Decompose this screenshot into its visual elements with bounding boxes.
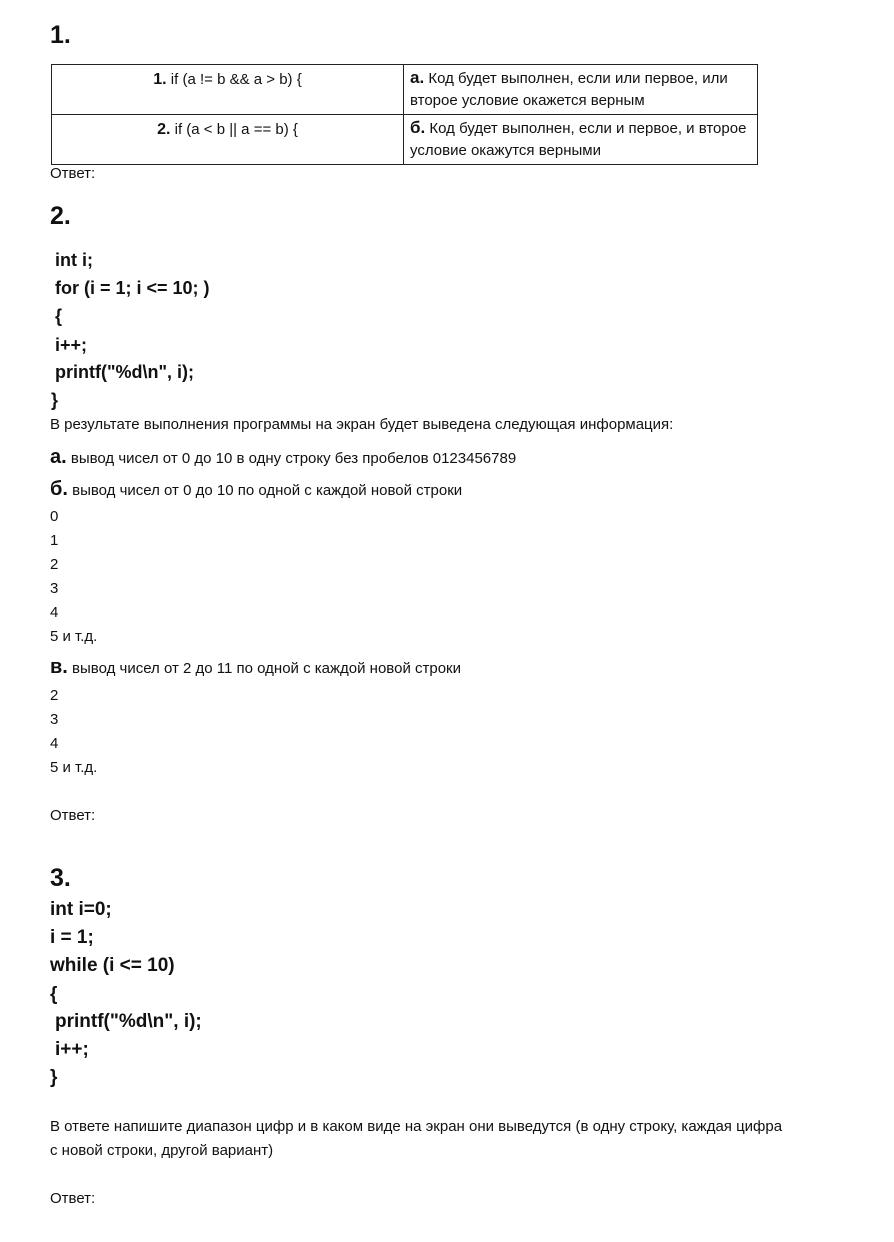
option-b-text: вывод чисел от 0 до 10 по одной с каждой новой строки bbox=[72, 482, 463, 499]
q2-code-line: int i; bbox=[55, 250, 93, 270]
option-c-output-line: 2 bbox=[50, 687, 59, 704]
q2-code-line: for (i = 1; i <= 10; ) bbox=[55, 278, 210, 298]
table-row bbox=[52, 65, 758, 115]
option-c-output-line: 3 bbox=[50, 711, 59, 728]
q2-answer-label: Ответ: bbox=[50, 807, 96, 824]
q2-prompt: В результате выполнения программы на экран будет выведена следующая информация: bbox=[50, 416, 674, 433]
description-b-letter: б. bbox=[410, 118, 426, 137]
q2-option-a bbox=[50, 447, 516, 469]
option-b-output-line: 3 bbox=[50, 580, 59, 597]
q3-code-line: i = 1; bbox=[50, 927, 94, 948]
option-b-letter: б. bbox=[50, 478, 68, 500]
q3-prompt-line-2: с новой строки, другой вариант) bbox=[50, 1142, 274, 1159]
option-b-output-line: 4 bbox=[50, 604, 59, 621]
q3-code-line: } bbox=[50, 1067, 58, 1088]
option-a-letter: а. bbox=[50, 446, 67, 468]
description-b-text: Код будет выполнен, если и первое, и второе условие окажутся верными bbox=[410, 120, 747, 159]
condition-1-code: if (a != b && a > b) { bbox=[170, 71, 302, 88]
option-c-letter: в. bbox=[50, 656, 68, 678]
q2-option-b bbox=[50, 479, 462, 501]
option-c-output-line: 4 bbox=[50, 735, 59, 752]
option-b-output-line: 1 bbox=[50, 532, 59, 549]
q3-number: 3. bbox=[50, 864, 71, 892]
option-a-text: вывод чисел от 0 до 10 в одну строку без пробелов 0123456789 bbox=[70, 450, 517, 467]
option-c-text: вывод чисел от 2 до 11 по одной с каждой новой строки bbox=[72, 660, 461, 677]
q1-answer-label: Ответ: bbox=[50, 165, 96, 182]
q2-code-line: printf("%d\n", i); bbox=[55, 362, 195, 382]
description-a-text: Код будет выполнен, если или первое, или второе условие окажется верным bbox=[410, 70, 728, 109]
q2-code-line: i++; bbox=[55, 335, 88, 355]
table-cell-description-a bbox=[404, 65, 758, 115]
condition-2-number: 2. bbox=[157, 121, 171, 138]
q2-number: 2. bbox=[50, 202, 71, 230]
q3-code-line: while (i <= 10) bbox=[50, 955, 175, 976]
condition-1-number: 1. bbox=[153, 71, 167, 88]
q2-code-line: } bbox=[51, 390, 59, 410]
q3-answer-label: Ответ: bbox=[50, 1190, 96, 1207]
table-cell-condition-1 bbox=[52, 65, 404, 115]
q1-number: 1. bbox=[50, 21, 71, 49]
option-c-output-line: 5 и т.д. bbox=[50, 759, 98, 776]
q3-code-line: i++; bbox=[55, 1039, 89, 1060]
condition-2-code: if (a < b || a == b) { bbox=[174, 121, 298, 138]
option-b-output-line: 0 bbox=[50, 508, 59, 525]
table-cell-condition-2 bbox=[52, 115, 404, 165]
option-b-output-line: 2 bbox=[50, 556, 59, 573]
table-cell-description-b bbox=[404, 115, 758, 165]
q2-code-line: { bbox=[55, 306, 63, 326]
q3-code-line: int i=0; bbox=[50, 899, 112, 920]
q3-prompt-line-1: В ответе напишите диапазон цифр и в каком виде на экран они выведутся (в одну строку, каждая цифра bbox=[50, 1118, 783, 1135]
q2-option-c bbox=[50, 657, 461, 679]
description-a-letter: а. bbox=[410, 68, 425, 87]
q3-code-line: printf("%d\n", i); bbox=[55, 1011, 202, 1032]
q3-code-line: { bbox=[50, 984, 58, 1005]
option-b-output-line: 5 и т.д. bbox=[50, 628, 98, 645]
matching-table bbox=[51, 64, 758, 165]
table-row bbox=[52, 115, 758, 165]
